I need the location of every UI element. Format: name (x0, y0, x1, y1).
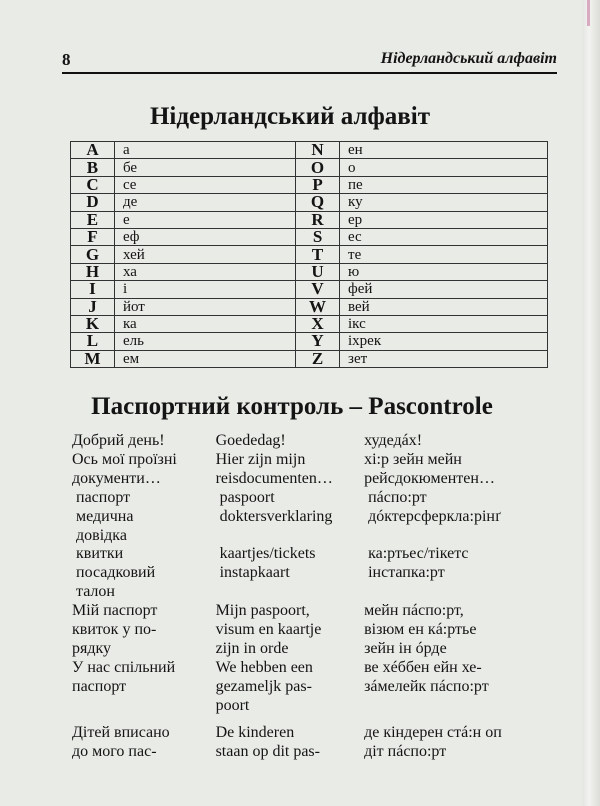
pronunciation-cell: те (340, 246, 548, 263)
letter-cell: O (296, 159, 340, 176)
dutch-text: instapkaart (215, 564, 290, 582)
page-number: 8 (62, 50, 71, 69)
ukrainian-text: У нас спільний (72, 658, 176, 676)
pronunciation-cell: бе (114, 159, 295, 176)
letter-cell: P (296, 176, 340, 193)
ukrainian-text: рядку (72, 639, 112, 657)
pronunciation-cell: ес (340, 228, 548, 245)
transcription-text: худедáх! (364, 432, 423, 449)
letter-cell: U (296, 263, 340, 280)
dutch-text: reisdocumenten… (215, 469, 333, 487)
letter-cell: R (296, 211, 340, 228)
running-title: Нідерландський алфавіт (380, 50, 557, 67)
phrase-row (72, 724, 572, 743)
pronunciation-cell: ку (340, 194, 548, 211)
alphabet-row (71, 228, 548, 245)
ukrainian-text: Добрий день! (72, 432, 165, 449)
ukrainian-text: документи… (72, 469, 161, 487)
pronunciation-cell: іхрек (340, 333, 548, 350)
dutch-text: visum en kaartje (215, 621, 322, 639)
transcription-text: де кіндерен стá:н оп (364, 723, 502, 741)
pronunciation-cell: ікс (340, 315, 548, 332)
ukrainian-text: медична (72, 507, 134, 525)
ukrainian-text: квитки (72, 545, 124, 563)
alphabet-row (71, 315, 548, 332)
letter-cell: G (71, 246, 115, 263)
letter-cell: J (71, 298, 115, 315)
spacer (72, 716, 572, 724)
pronunciation-cell: вей (340, 298, 548, 315)
pronunciation-cell: о (340, 159, 548, 176)
phrase-row (72, 564, 572, 583)
running-header (62, 50, 557, 74)
ukrainian-text: паспорт (72, 488, 131, 506)
letter-cell: Q (296, 194, 340, 211)
ukrainian-text: довідка (72, 526, 127, 544)
letter-cell: I (71, 281, 115, 298)
dutch-text (216, 583, 365, 602)
transcription-text (364, 583, 572, 602)
transcription-text: дóктерсферкла:рінґ (364, 507, 501, 525)
page-edge-marker (587, 0, 590, 26)
phrase-row (72, 451, 572, 470)
ukrainian-text: паспорт (72, 677, 127, 695)
letter-cell: K (71, 315, 115, 332)
dutch-text: staan op dit pas- (215, 742, 320, 760)
letter-cell: C (71, 176, 115, 193)
phrase-row (72, 678, 572, 697)
phrase-row (72, 508, 572, 527)
pronunciation-cell: а (114, 142, 295, 159)
alphabet-row (71, 159, 548, 176)
pronunciation-cell: ель (114, 333, 295, 350)
transcription-text: пáспо:рт (364, 488, 427, 506)
phrase-row (72, 697, 572, 716)
letter-cell: Z (296, 350, 340, 367)
letter-cell: M (71, 350, 115, 367)
dutch-text: Mijn paspoort, (215, 602, 310, 620)
dutch-text: poort (215, 696, 250, 714)
alphabet-row (71, 176, 548, 193)
letter-cell: N (296, 142, 340, 159)
transcription-text: зáмелейк пáспо:рт (364, 677, 489, 695)
alphabet-row (71, 246, 548, 263)
phrase-row (72, 432, 572, 451)
phrase-row (72, 470, 572, 489)
alphabet-row (71, 142, 548, 159)
alphabet-section-title: Нідерландський алфавіт (149, 103, 431, 130)
transcription-text (364, 697, 572, 716)
ukrainian-text: Ось мої проїзні (72, 450, 177, 468)
pronunciation-cell: йот (114, 298, 295, 315)
pronunciation-cell: ен (340, 142, 548, 159)
transcription-text: ка:ртьес/тікетс (364, 545, 469, 563)
ukrainian-text: до мого пас- (72, 742, 157, 760)
phrase-row (72, 602, 572, 621)
transcription-text: мейн пáспо:рт, (364, 602, 464, 620)
phrase-row (72, 527, 572, 546)
phrase-row (72, 640, 572, 659)
alphabet-row (71, 211, 548, 228)
transcription-text: зейн ін óрде (364, 639, 447, 657)
passport-section-title: Паспортний контроль – Pascontrole (91, 393, 493, 420)
dutch-text: gezameljk pas- (215, 677, 312, 695)
letter-cell: F (71, 228, 115, 245)
ukrainian-text (72, 697, 216, 716)
phrase-row (72, 743, 572, 762)
ukrainian-text: посадковий (72, 564, 156, 582)
phrase-row (72, 621, 572, 640)
transcription-text: діт пáспо:рт (364, 742, 447, 760)
pronunciation-cell: ю (340, 263, 548, 280)
pronunciation-cell: ер (340, 211, 548, 228)
transcription-text: рейсдокюментен… (364, 469, 495, 487)
alphabet-row (71, 263, 548, 280)
transcription-text: візюм ен кá:ртье (364, 621, 477, 639)
dutch-text: paspoort (215, 488, 275, 506)
transcription-text: хі:р зейн мейн (364, 450, 462, 468)
phrase-list (72, 432, 572, 761)
alphabet-row (71, 298, 548, 315)
ukrainian-text: Мій паспорт (72, 602, 158, 620)
dutch-text: kaartjes/tickets (215, 545, 316, 563)
dutch-text: zijn in orde (215, 639, 289, 657)
alphabet-row (71, 333, 548, 350)
ukrainian-text: Дітей вписано (72, 723, 170, 741)
letter-cell: W (296, 298, 340, 315)
letter-cell: T (296, 246, 340, 263)
letter-cell: A (71, 142, 115, 159)
phrase-row (72, 545, 572, 564)
letter-cell: E (71, 211, 115, 228)
transcription-text (364, 527, 572, 546)
pronunciation-cell: фей (340, 281, 548, 298)
dutch-text: Goededag! (215, 432, 286, 449)
letter-cell: D (71, 194, 115, 211)
alphabet-row (71, 194, 548, 211)
pronunciation-cell: де (114, 194, 295, 211)
pronunciation-cell: хей (114, 246, 295, 263)
pronunciation-cell: ем (114, 350, 295, 367)
letter-cell: X (296, 315, 340, 332)
alphabet-row (71, 281, 548, 298)
ukrainian-text: талон (72, 583, 115, 601)
dutch-text: doktersverklaring (215, 507, 333, 525)
transcription-text: інстапка:рт (364, 564, 445, 582)
pronunciation-cell: зет (340, 350, 548, 367)
pronunciation-cell: і (114, 281, 295, 298)
phrase-row (72, 489, 572, 508)
letter-cell: S (296, 228, 340, 245)
phrase-row (72, 659, 572, 678)
phrase-row (72, 583, 572, 602)
dutch-text: Hier zijn mijn (215, 450, 306, 468)
pronunciation-cell: ха (114, 263, 295, 280)
alphabet-row (71, 350, 548, 367)
letter-cell: L (71, 333, 115, 350)
pronunciation-cell: е (114, 211, 295, 228)
dutch-text: We hebben een (215, 658, 313, 676)
letter-cell: B (71, 159, 115, 176)
letter-cell: H (71, 263, 115, 280)
transcription-text: ве хéббен ейн хе- (364, 658, 482, 676)
letter-cell: V (296, 281, 340, 298)
dutch-text (216, 527, 365, 546)
letter-cell: Y (296, 333, 340, 350)
dutch-text: De kinderen (215, 723, 295, 741)
pronunciation-cell: се (114, 176, 295, 193)
pronunciation-cell: ка (114, 315, 295, 332)
alphabet-table (70, 141, 548, 368)
ukrainian-text: квиток у по- (72, 621, 157, 639)
pronunciation-cell: пе (340, 176, 548, 193)
pronunciation-cell: еф (114, 228, 295, 245)
